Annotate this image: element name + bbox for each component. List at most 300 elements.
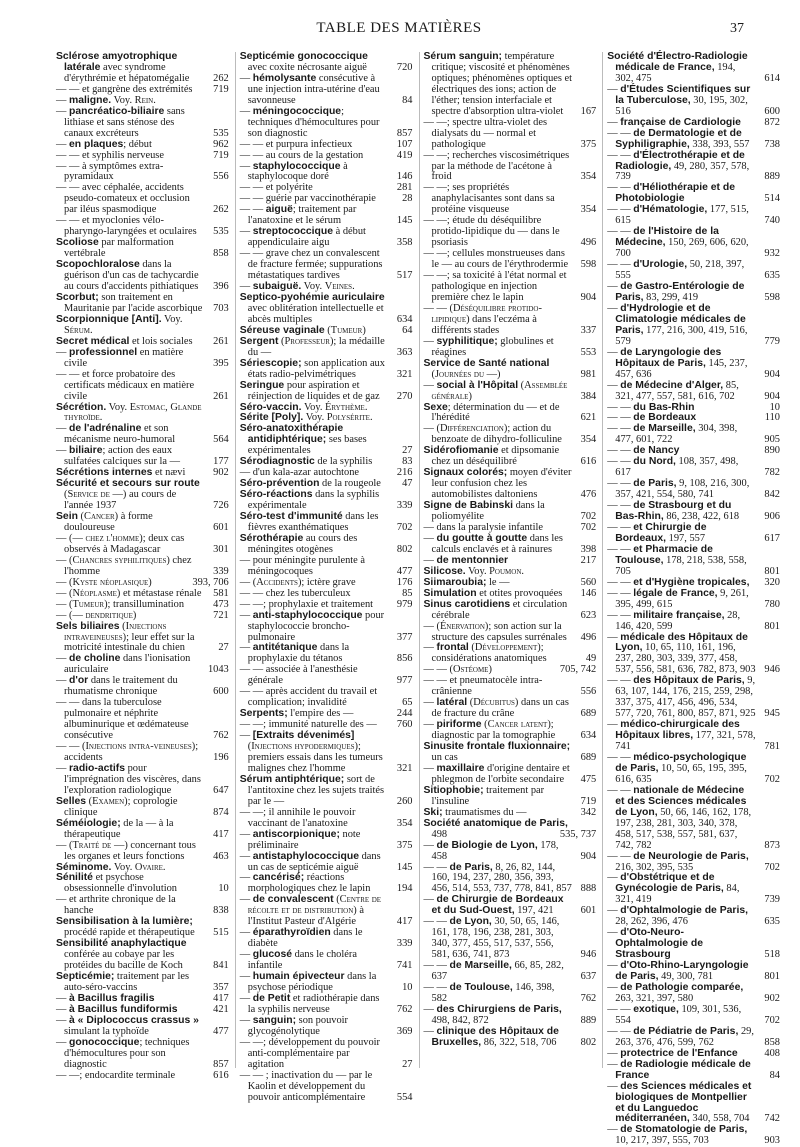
- index-entry: [424, 468, 597, 501]
- entry-page-ref: 417: [396, 916, 413, 928]
- index-entry: [424, 841, 597, 863]
- index-entry: [424, 1005, 597, 1027]
- entry-page-ref: 217: [580, 554, 597, 566]
- index-entry: [56, 52, 229, 85]
- entry-text: — — après accident du travail et complication; invalidité: [239, 686, 378, 709]
- entry-page-ref: 946: [764, 664, 780, 676]
- index-entry: [424, 118, 597, 151]
- entry-page-ref: 320: [764, 576, 780, 588]
- entry-page-ref: 762: [580, 992, 597, 1004]
- entry-page-ref: 354: [396, 817, 413, 829]
- entry-page-ref: 194: [396, 883, 413, 895]
- entry-text: — d'or dans le traitement du rhumatisme chronique: [56, 675, 178, 698]
- entry-page-ref: 47: [402, 478, 413, 490]
- entry-page-ref: 321: [396, 762, 413, 774]
- entry-page-ref: 146: [580, 587, 597, 599]
- entry-text: — cancérisé; réactions morphologiques chez le lapin: [239, 872, 371, 895]
- entry-text: — — (Injections intra-veineuses); accidents: [56, 741, 199, 763]
- entry-text: — social à l'Hôpital (Assemblée générale): [423, 379, 568, 402]
- entry-text: — [Extraits dévenimés] (Injections hypodermiques); premiers essais dans les tumeurs malignes chez l'homme: [239, 730, 383, 774]
- index-entry: [607, 852, 780, 874]
- entry-page-ref: 396: [213, 281, 229, 293]
- entry-page-ref: 981: [580, 368, 597, 380]
- entry-text: Sensibilité anaphylactique conférée au cobaye par les protéides du bacille de Koch: [56, 938, 187, 972]
- entry-text: — professionnel en matière civile: [56, 346, 184, 369]
- entry-page-ref: 10: [769, 401, 780, 413]
- entry-text: — — aiguë; traitement par l'anatoxine et le sérum: [239, 204, 357, 227]
- entry-text: — française de Cardiologie: [607, 116, 741, 128]
- entry-text: — (Différenciation); action du benzoate de dihydro-folliculine: [423, 423, 562, 446]
- entry-text: — — de Neurologie de Paris, 216, 302, 395, 535: [607, 850, 749, 873]
- entry-page-ref: 979: [396, 598, 413, 610]
- index-entry: [607, 501, 780, 523]
- index-entry: [424, 271, 597, 304]
- entry-text: — d'Oto-Rhino-Laryngologie de Paris, 49, 300, 781: [607, 960, 749, 983]
- index-entry: [240, 830, 413, 852]
- entry-text: — éparathyroïdien dans le diabète: [239, 927, 363, 950]
- index-entry: [607, 1060, 780, 1082]
- index-entry: [607, 260, 780, 282]
- entry-page-ref: 888: [580, 883, 597, 895]
- entry-text: — d'Oto-Neuro-Ophtalmologie de Strasbourg: [607, 927, 703, 961]
- entry-page-ref: 742: [764, 1113, 780, 1125]
- entry-page-ref: 375: [396, 839, 413, 851]
- entry-text: — de Chirurgie de Bordeaux et du Sud-Ouest, 197, 421: [423, 894, 564, 917]
- page-number: 37: [730, 21, 744, 36]
- entry-page-ref: 702: [396, 521, 413, 533]
- entry-page-ref: 977: [396, 675, 413, 687]
- entry-page-ref: 535: [213, 226, 229, 238]
- entry-page-ref: 760: [396, 719, 413, 731]
- entry-text: Sérothérapie au cours des méningites otogènes: [239, 532, 358, 555]
- entry-text: — antiscorpionique; note préliminaire: [239, 828, 361, 851]
- index-entry: [56, 819, 229, 841]
- entry-text: — maligne. Voy. Rein.: [56, 94, 156, 106]
- entry-text: — — du Bas-Rhin: [607, 401, 695, 413]
- index-entry: [607, 753, 780, 786]
- index-entry: [56, 676, 229, 698]
- index-entry: [240, 895, 413, 928]
- index-entry: [607, 304, 780, 348]
- entry-page-ref: 515: [213, 927, 229, 939]
- index-entry: [240, 1016, 413, 1038]
- entry-page-ref: 556: [580, 686, 597, 698]
- entry-page-ref: 719: [580, 795, 597, 807]
- entry-text: Sérum sanguin; température critique; viscosité et phénomènes optiques; phénomènes optiques et électriques des ions; action de l'éther; tension interfaciale et spectre d'absorption ultra-violet: [423, 51, 573, 117]
- entry-text: — de choline dans l'ionisation auriculaire: [56, 653, 191, 676]
- entry-page-ref: 384: [580, 390, 597, 402]
- entry-text: — —; prophylaxie et traitement: [239, 598, 374, 610]
- entry-text: — — de Dermatologie et de Syphiligraphie, 338, 393, 557: [607, 127, 750, 150]
- entry-page-ref: 146: [396, 171, 413, 183]
- entry-page-ref: 581: [213, 587, 229, 599]
- entry-text: — biliaire; action des eaux sulfatées calciques sur la —: [56, 445, 180, 468]
- entry-page-ref: 107: [396, 138, 413, 150]
- entry-page-ref: 339: [396, 938, 413, 950]
- entry-page-ref: 889: [764, 171, 780, 183]
- entry-page-ref: 621: [580, 412, 597, 424]
- entry-text: Service de Santé national (Journées du —): [423, 357, 550, 380]
- index-entry: [424, 764, 597, 786]
- entry-text: — humain épivecteur dans la psychose périodique: [239, 971, 377, 994]
- index-entry: [607, 151, 780, 184]
- entry-text: — (Néoplasme) et métastase rénale: [56, 587, 202, 599]
- entry-text: Sein (Cancer) à forme douloureuse: [56, 511, 153, 533]
- entry-text: Sensibilisation à la lumière; procédé rapide et thérapeutique: [56, 916, 195, 939]
- entry-page-ref: 616: [580, 456, 597, 468]
- entry-page-ref: 476: [580, 489, 597, 501]
- index-entry: [240, 534, 413, 556]
- entry-page-ref: 634: [580, 730, 597, 742]
- entry-text: — radio-actifs pour l'imprégnation des viscères, dans l'exploration radiologique: [56, 762, 201, 796]
- index-entry: [56, 238, 229, 260]
- index-column-2: [235, 51, 413, 1103]
- entry-text: — — de l'Histoire de la Médecine, 150, 269, 606, 620, 700: [607, 226, 749, 260]
- entry-page-ref: 739: [764, 894, 780, 906]
- entry-page-ref: 535, 737: [559, 828, 597, 840]
- entry-page-ref: 369: [396, 1025, 413, 1037]
- index-entry: [607, 424, 780, 446]
- entry-text: — latéral (Décubitus) dans un cas de fracture du crâne: [423, 697, 569, 720]
- index-entry: [56, 654, 229, 676]
- entry-text: — — associée à l'anesthésie générale: [239, 664, 358, 687]
- entry-page-ref: 261: [213, 335, 229, 347]
- index-entry: [240, 359, 413, 381]
- entry-text: Sclérose amyotrophique latérale avec syndrome d'érythrémie et hépatomégalie: [56, 51, 190, 84]
- entry-text: — —; développement du pouvoir anti-complémentaire par agitation: [239, 1036, 380, 1070]
- entry-text: — — et force probatoire des certificats médicaux en matière civile: [56, 368, 195, 402]
- page-header: [54, 14, 744, 46]
- entry-text: — — et polyérite: [239, 182, 313, 194]
- index-entry: [424, 337, 597, 359]
- index-entry: [240, 227, 413, 249]
- entry-page-ref: 281: [396, 182, 413, 194]
- entry-text: — de Laryngologie des Hôpitaux de Paris, 145, 237, 457, 636: [607, 346, 748, 380]
- index-entry: [607, 381, 780, 403]
- index-entry: [240, 556, 413, 578]
- entry-text: — — légale de France, 9, 261, 395, 499, 615: [607, 587, 749, 610]
- entry-page-ref: 556: [213, 171, 229, 183]
- entry-text: — clinique des Hôpitaux de Bruxelles, 86, 322, 518, 706: [423, 1025, 559, 1048]
- entry-text: Sérite [Poly]. Voy. Polysérite.: [239, 412, 373, 424]
- entry-page-ref: 463: [213, 850, 229, 862]
- entry-text: — de Médecine d'Alger, 85, 321, 477, 557, 581, 616, 702: [607, 379, 739, 402]
- entry-text: Sels biliaires (Injections intraveineuses); leur effet sur la motricité intestinale du chien: [56, 620, 195, 654]
- entry-text: Sécrétion. Voy. Estomac, Glande thyroïde.: [56, 401, 202, 424]
- index-entry: [424, 895, 597, 917]
- index-entry: [56, 216, 229, 238]
- entry-text: — d'Études Scientifiques sur la Tuberculose, 30, 195, 302, 516: [607, 83, 751, 117]
- entry-text: — pancréatico-biliaire sans lithiase et sans sténose des canaux excréteurs: [56, 105, 185, 139]
- entry-page-ref: 780: [764, 598, 780, 610]
- index-entry: [424, 622, 597, 644]
- index-entry: [240, 994, 413, 1016]
- entry-page-ref: 354: [580, 171, 597, 183]
- entry-page-ref: 740: [764, 215, 780, 227]
- entry-text: — hémolysante consécutive à une injection intra-utérine d'eau savonneuse: [239, 72, 380, 106]
- entry-text: Sécrétions internes et nævi: [56, 467, 186, 479]
- index-entry: [424, 983, 597, 1005]
- entry-text: Séro-anatoxithérapie antidiphtérique; ses bases expérimentales: [239, 423, 367, 457]
- entry-text: — staphylococcique à staphylocoque doré: [239, 160, 348, 183]
- index-entry: [424, 381, 597, 403]
- entry-text: — — d'Urologie, 50, 218, 397, 555: [607, 259, 745, 282]
- entry-page-ref: 398: [580, 543, 597, 555]
- index-entry: [240, 424, 413, 457]
- entry-page-ref: 858: [764, 1036, 780, 1048]
- index-entry: [56, 622, 229, 655]
- entry-text: — — à symptômes extra-pyramidaux: [56, 160, 164, 183]
- entry-page-ref: 477: [396, 565, 413, 577]
- entry-text: Sexe; détermination du — et de l'hérédité: [423, 401, 560, 424]
- entry-text: — (Kyste néoplasique): [56, 576, 152, 588]
- entry-page-ref: 858: [213, 248, 229, 260]
- entry-text: — en plaques; début: [56, 138, 152, 150]
- entry-page-ref: 904: [764, 368, 780, 380]
- entry-page-ref: 496: [580, 631, 597, 643]
- entry-page-ref: 354: [580, 204, 597, 216]
- index-entry: [607, 85, 780, 118]
- entry-text: — —; ses propriétés anaphylacisantes sont dans sa protéine visqueuse: [423, 182, 555, 216]
- index-entry: [424, 501, 597, 523]
- entry-page-ref: 872: [764, 116, 780, 128]
- entry-text: — de l'adrénaline et son mécanisme neuro-humoral: [56, 423, 176, 446]
- entry-text: — antitétanique dans la prophylaxie du tétanos: [239, 642, 350, 665]
- entry-text: — (Énervation); son action sur la structure des capsules surrénales: [423, 620, 567, 643]
- index-entry: [607, 282, 780, 304]
- index-entry: [424, 52, 597, 118]
- entry-page-ref: 801: [764, 565, 780, 577]
- entry-text: — d'un kala-azar autochtone: [239, 467, 360, 479]
- entry-page-ref: 473: [213, 598, 229, 610]
- index-entry: [56, 183, 229, 216]
- entry-page-ref: 902: [764, 992, 780, 1004]
- entry-text: — de Petit et radiothérapie dans la syphilis nerveuse: [239, 992, 380, 1015]
- index-entry: [424, 676, 597, 698]
- entry-text: — de Stomatologie de Paris, 10, 217, 397, 555, 703: [607, 1124, 748, 1147]
- entry-page-ref: 85: [402, 587, 413, 599]
- entry-text: — — et Chirurgie de Bordeaux, 197, 557: [607, 521, 707, 544]
- entry-page-ref: 856: [396, 653, 413, 665]
- entry-text: — antistaphylococcique dans un cas de septicémie aiguë: [239, 850, 381, 873]
- entry-page-ref: 946: [580, 949, 597, 961]
- entry-page-ref: 601: [580, 905, 597, 917]
- index-entry: [240, 852, 413, 874]
- entry-text: — de Pathologie comparée, 263, 321, 397, 580: [607, 982, 744, 1004]
- entry-page-ref: 514: [764, 193, 780, 205]
- entry-page-ref: 261: [213, 390, 229, 402]
- index-entry: [56, 873, 229, 895]
- entry-page-ref: 945: [764, 708, 780, 720]
- entry-page-ref: 260: [396, 795, 413, 807]
- index-entry: [424, 446, 597, 468]
- index-entry: [240, 249, 413, 282]
- index-entry: [240, 643, 413, 665]
- index-entry: [56, 512, 229, 534]
- index-entry: [240, 775, 413, 808]
- entry-text: — — et gangrène des extrémités: [56, 83, 193, 95]
- entry-text: — —; recherches viscosimétriques par la méthode de l'acétone à froid: [423, 149, 570, 183]
- entry-text: Séméiologie; de la — à la thérapeutique: [56, 817, 174, 840]
- index-entry: [240, 490, 413, 512]
- entry-page-ref: 145: [396, 861, 413, 873]
- entry-text: — —; endocardite terminale: [56, 1069, 176, 1081]
- entry-text: — — de Marseille, 304, 398, 477, 601, 722: [607, 423, 738, 446]
- entry-page-ref: 782: [764, 467, 780, 479]
- entry-page-ref: 321: [396, 368, 413, 380]
- index-entry: [607, 52, 780, 85]
- entry-page-ref: 167: [580, 105, 597, 117]
- entry-page-ref: 635: [764, 916, 780, 928]
- entry-text: — sanguin; son pouvoir glycogénolytique: [239, 1014, 349, 1037]
- entry-page-ref: 421: [213, 1003, 229, 1015]
- index-entry: [56, 1071, 229, 1082]
- entry-page-ref: 10: [218, 883, 229, 895]
- index-entry: [56, 315, 229, 337]
- entry-text: Ski; traumatismes du —: [423, 806, 527, 818]
- index-entry: [424, 424, 597, 446]
- index-entry: [424, 863, 597, 896]
- entry-text: — à Bacillus fundiformis: [56, 1003, 178, 1015]
- entry-page-ref: 600: [213, 686, 229, 698]
- index-entry: [607, 589, 780, 611]
- entry-page-ref: 598: [580, 259, 597, 271]
- entry-text: — de Radiologie médicale de France: [607, 1058, 751, 1081]
- entry-page-ref: 84: [769, 1069, 780, 1081]
- entry-page-ref: 902: [213, 467, 229, 479]
- index-entry: [56, 764, 229, 797]
- entry-text: — à « Diplococcus crassus » simulant la typhoïde: [56, 1014, 199, 1037]
- index-entry: [424, 786, 597, 808]
- entry-page-ref: 65: [402, 697, 413, 709]
- entry-text: — — chez les tuberculeux: [239, 587, 351, 599]
- entry-text: — des Sciences médicales et biologiques de Montpellier et du Languedoc méditerranéen, 340, 558, 704: [607, 1080, 752, 1125]
- entry-text: — protectrice de l'Enfance: [607, 1047, 738, 1059]
- entry-page-ref: 196: [213, 752, 229, 763]
- entry-text: — — ; inactivation du — par le Kaolin et développement du pouvoir anticomplémentaire: [239, 1069, 373, 1103]
- entry-text: — anti-staphylococcique pour staphylococcie broncho-pulmonaire: [239, 609, 385, 643]
- index-entry: [607, 1082, 780, 1126]
- entry-text: — d'Obstétrique et de Gynécologie de Paris, 84, 321, 419: [607, 872, 740, 906]
- entry-page-ref: 358: [396, 237, 413, 249]
- index-entry: [240, 873, 413, 895]
- entry-page-ref: 702: [580, 521, 597, 533]
- entry-text: Séro-vaccin. Voy. Érythème.: [239, 401, 368, 413]
- entry-page-ref: 623: [580, 609, 597, 621]
- entry-page-ref: 518: [764, 949, 780, 961]
- entry-page-ref: 889: [580, 1014, 597, 1026]
- index-entry: [56, 742, 229, 764]
- entry-text: — subaiguë. Voy. Veines.: [239, 281, 355, 293]
- entry-text: — — nationale de Médecine et des Sciences médicales de Lyon, 50, 66, 146, 162, 178, 197, 238, 281, 303, 340, 378, 458, 517, 538, 557, 581, 637, 742, 782: [607, 784, 752, 851]
- entry-page-ref: 841: [213, 960, 229, 972]
- index-entry: [424, 249, 597, 271]
- entry-text: — médico-chirurgicale des Hôpitaux libres, 177, 321, 578, 741: [607, 719, 756, 753]
- entry-text: — — d'Électrothérapie et de Radiologie, 49, 280, 357, 578, 739: [607, 149, 750, 183]
- entry-text: — des Chirurgiens de Paris, 498, 842, 872: [423, 1003, 562, 1026]
- entry-text: Société anatomique de Paris, 498: [423, 817, 568, 840]
- entry-page-ref: 496: [580, 237, 597, 249]
- entry-text: — — d'Hématologie, 177, 515, 615: [607, 204, 749, 227]
- index-entry: [607, 928, 780, 961]
- entry-page-ref: 903: [764, 1135, 780, 1147]
- index-entry: [240, 74, 413, 107]
- entry-text: Secret médical et lois sociales: [56, 335, 193, 347]
- index-entry: [56, 424, 229, 446]
- entry-page-ref: 890: [764, 445, 780, 457]
- entry-page-ref: 357: [213, 982, 229, 994]
- entry-text: Silicose. Voy. Poumon.: [423, 565, 524, 577]
- entry-text: — pour méningite purulente à méningocoques: [239, 554, 365, 577]
- entry-page-ref: 363: [396, 346, 413, 358]
- index-entry: [607, 523, 780, 545]
- entry-text: — — de Toulouse, 146, 398, 582: [423, 982, 555, 1004]
- page-title: TABLE DES MATIÈRES: [316, 20, 482, 36]
- index-entry: [56, 534, 229, 556]
- entry-page-ref: 614: [764, 72, 780, 84]
- index-entry: [607, 676, 780, 720]
- entry-text: Sérodiagnostic de la syphilis: [239, 456, 373, 468]
- index-entry: [424, 304, 597, 337]
- entry-text: Sinus carotidiens et circulation cérébrale: [423, 598, 568, 621]
- entry-text: — (— chez l'homme); deux cas observés à Madagascar: [56, 532, 185, 555]
- index-entry: [240, 950, 413, 972]
- entry-page-ref: 779: [764, 335, 780, 347]
- entry-text: — (— dendritique): [56, 609, 137, 621]
- entry-text: — — du Nord, 108, 357, 498, 617: [607, 456, 739, 479]
- entry-text: Sergent (Professeur); la médaille du —: [239, 335, 385, 358]
- entry-text: Scoliose par malformation vertébrale: [56, 237, 174, 260]
- entry-text: Sinusite frontale fluxionnaire; un cas: [423, 741, 571, 763]
- entry-page-ref: 27: [402, 1058, 413, 1070]
- index-entry: [240, 808, 413, 830]
- entry-page-ref: 49: [585, 653, 597, 665]
- entry-page-ref: 553: [580, 346, 597, 358]
- index-entry: [607, 1027, 780, 1049]
- index-entry: [240, 687, 413, 709]
- entry-page-ref: 560: [580, 576, 597, 588]
- index-entry: [607, 720, 780, 753]
- entry-page-ref: 475: [580, 773, 597, 785]
- entry-text: Septico-pyohémie auriculaire avec oblitération intellectuelle et abcès multiples: [239, 291, 385, 325]
- entry-page-ref: 598: [764, 291, 780, 303]
- entry-text: — — (Ostéome): [423, 664, 492, 676]
- index-entry: [56, 895, 229, 917]
- entry-page-ref: 408: [764, 1047, 780, 1059]
- entry-page-ref: 801: [764, 620, 780, 632]
- entry-page-ref: 395: [213, 357, 229, 369]
- entry-page-ref: 838: [213, 905, 229, 917]
- index-entry: [607, 961, 780, 983]
- entry-page-ref: 535: [213, 127, 229, 139]
- entry-text: — — de Lyon, 30, 50, 65, 146, 161, 178, 196, 238, 281, 303, 340, 377, 455, 517, 537, 556, 581, 636, 741, 873: [423, 916, 560, 961]
- entry-text: Séreuse vaginale (Tumeur): [239, 324, 366, 336]
- entry-page-ref: 337: [580, 324, 597, 336]
- entry-page-ref: 177: [213, 456, 229, 468]
- index-entry: [607, 1125, 780, 1147]
- entry-page-ref: 377: [396, 631, 413, 643]
- entry-text: — d'Hydrologie et de Climatologie médicales de Paris, 177, 216, 300, 419, 516, 579: [607, 302, 748, 347]
- entry-text: — à Bacillus fragilis: [56, 992, 155, 1004]
- entry-page-ref: 342: [580, 806, 597, 818]
- entry-page-ref: 738: [764, 138, 780, 150]
- entry-text: — —; spectre ultra-violet des dialysats du — normal et pathologique: [423, 116, 547, 150]
- entry-text: Septicémie gonococcique avec coxite nécrosante aiguë: [239, 51, 368, 73]
- entry-page-ref: 802: [580, 1036, 597, 1048]
- entry-page-ref: 375: [580, 138, 597, 150]
- entry-page-ref: 842: [764, 489, 780, 501]
- entry-text: — — de Pédiatrie de Paris, 29, 263, 376, 476, 599, 762: [607, 1025, 754, 1048]
